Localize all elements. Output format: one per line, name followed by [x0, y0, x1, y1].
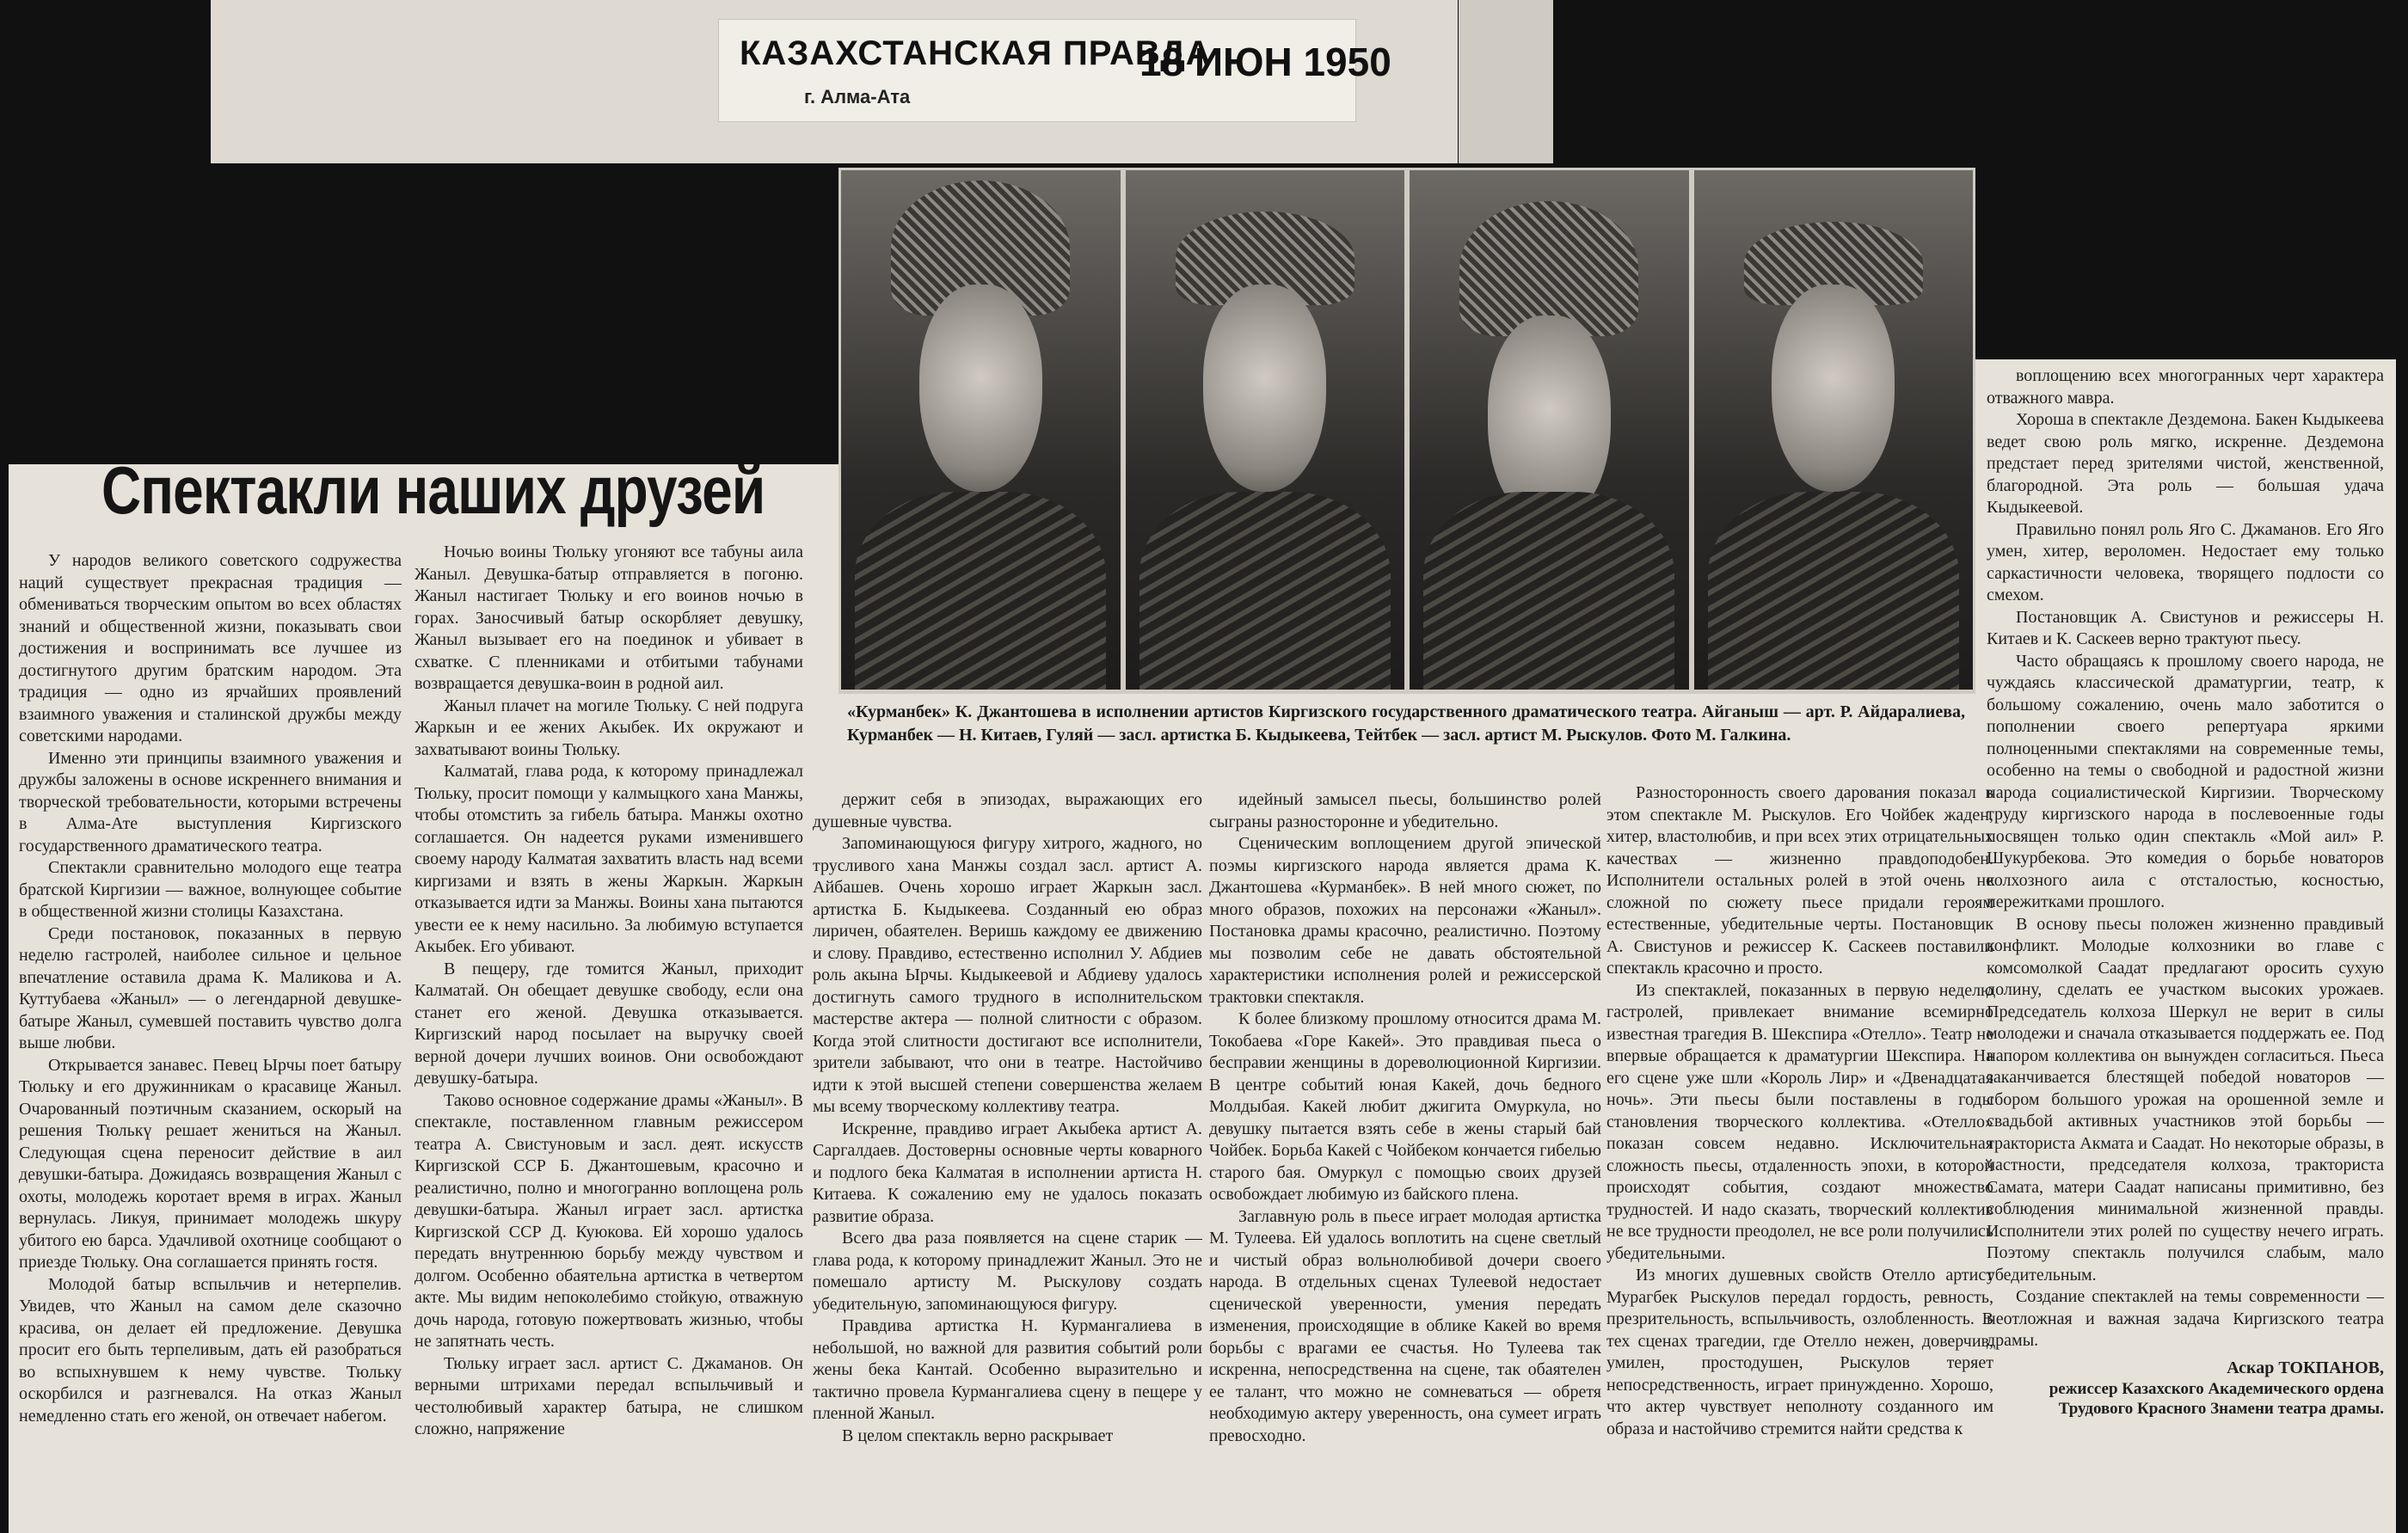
- article-column-2: [415, 542, 803, 1533]
- article-column-5: [1606, 782, 1993, 1533]
- paragraph: Молодой батыр вспыльчив и нетерпелив. Увидев, что Жаныл на самом деле сказочно красива, он делает ей предложение. Девушка просит его быть терпеливым, дать ей разобраться во вспыхнувшем к нему чувстве. Тюльку оскорбился и разгневался. На отказ Жаныл немедленно стать его женой, он отвечает набегом.: [19, 1274, 402, 1426]
- paragraph: Ночью воины Тюльку угоняют все табуны аила Жаныл. Девушка-батыр отправляется в погоню. Жаныл настигает Тюльку и его воинов ночью в горах. Заносчивый батыр оскорбляет девушку, Жаныл вызывает его на поединок и убивает в схватке. С пленниками и отбитыми табунами возвращается девушка-воин в родной аил.: [415, 543, 803, 693]
- photo-teitbek: [1694, 170, 1974, 690]
- paragraph: Создание спектаклей на темы современности — неотложная и важная задача Киргизского театра драмы.: [1987, 1287, 2384, 1350]
- paragraph: Тюльку играет засл. артист С. Джаманов. Он верными штрихами передал вспыльчивый и честолюбивый характер батыра, не слишком сложно, напряжение: [415, 1353, 803, 1438]
- paragraph: Из спектаклей, показанных в первую неделю гастролей, привлекает внимание всемирно известная трагедия В. Шекспира «Отелло». Театр не впервые обращается к драматургии Шекспира. На его сцене уже шли «Король Лир» и «Двенадцатая ночь». Эти пьесы были поставлены в годы становления творческого коллектива. «Отелло» показан совсем недавно. Исключительная сложность пьесы, отдаленность эпохи, в которой происходят события, создают множество трудностей. И надо сказать, творческий коллектив не все трудности преодолел, не все роли получились убедительными.: [1606, 980, 1993, 1263]
- paragraph: Сценическим воплощением другой эпической поэмы киргизского народа является драма К. Джантошева «Курманбек». В ней много сюжет, по много образов, похожих на персонажи «Жаныл». Постановка драмы красочно, реалистично. Поэтому мы позволим себе не давать обстоятельной характеристики исполнения ролей и режиссерской трактовки спектакля.: [1209, 834, 1601, 1007]
- paragraph: Спектакли сравнительно молодого еще театра братской Киргизии — важное, волнующее событие в общественной жизни столицы Казахстана.: [19, 858, 402, 921]
- paragraph: Искренне, правдиво играет Акыбека артист А. Саргалдаев. Достоверны основные черты коварного и подлого бека Калматая в исполнении артиста Н. Китаева. К сожалению ему не удалось показать развитие образа.: [813, 1119, 1202, 1226]
- paragraph: Открывается занавес. Певец Ырчы поет батыру Тюльку и его дружинникам о красавице Жаныл. Очарованный поэтичным сказанием, оскорый на решения Тюлькү решает жениться на Жаныл. Следующая сцена переносит действие в аил девушки-батыра. Дожидаясь возвращения Жаныл с охоты, молодежь коротает время в играх. Жаныл вернулась. Ликуя, принимает молодежь шкуру убитого ею барса. Удачливой охотнице сообщают о приезде Тюльку. Она соглашается принять гостя.: [19, 1055, 402, 1272]
- paragraph: К более близкому прошлому относится драма М. Токобаева «Горе Какей». Это правдивая пьеса о бесправии женщины в дореволюционной Киргизии. В центре событий юная Какей, дочь бедного Молдыбая. Какей любит джигита Омуркула, но девушку пытается взять себе в жены старый бай Чойбек. Борьба Какей с Чойбеком кончается гибелью старого бая. Омуркул с помощью своих друзей освобождает любимую из байского плена.: [1209, 1009, 1601, 1204]
- article-column-1: [19, 550, 402, 1533]
- paragraph: Из многих душевных свойств Отелло артист Мурагбек Рыскулов передал гордость, ревность, презрительность, вспыльчивость, озлобленность. В тех сценах трагедии, где Отелло нежен, доверчив, умилен, простодушен, Рыскулов теряет непосредственность, играет принужденно. Хорошо, что актер чувствует неполноту созданного им образа и настойчиво стремится найти средства к: [1606, 1266, 1993, 1438]
- photo-gulyai: [1410, 170, 1689, 690]
- paragraph: Часто обращаясь к прошлому своего народа, не чуждаясь классической драматургии, театр, к большому сожалению, очень мало заботится о пополнении своего репертуара яркими полноценными спектаклями на современные темы, особенно на темы о свободной и радостной жизни народа социалистической Киргизии. Творческому труду киргизского народа в послевоенные годы посвящен только один спектакль «Мой аил» Р. Шукурбекова. Это комедия о борьбе новаторов колхозного аила с отсталостью, косностью, пережитками прошлого.: [1987, 651, 2384, 911]
- paragraph: Калматай, глава рода, к которому принадлежал Тюльку, просит помощи у калмыцкого хана Манжы, чтобы отомстить за гибель батыра. Манжы охотно соглашается. Он надеется руками изменившего своему народу Калматая захватить власть над всеми киргизами и взять в жены Жаркын. Жаркын отказывается идти за Манжы. Воины хана пытаются увести ее к нему насильно. За любимую вступается Акыбек. Его убивают.: [415, 762, 803, 956]
- paragraph: идейный замысел пьесы, большинство ролей сыграны разносторонне и убедительно.: [1209, 790, 1601, 831]
- article-column-4: [1209, 789, 1601, 1533]
- paragraph: Всего два раза появляется на сцене старик — глава рода, к которому принадлежит Жаныл. Это не помешало артисту М. Рыскулову создать убедительную, запоминающуюся фигуру.: [813, 1229, 1202, 1314]
- paragraph: В основу пьесы положен жизненно правдивый конфликт. Молодые колхозники во главе с комсомолкой Саадат предлагают оросить сухую долину, сделать ее участком высоких урожаев. Председатель колхоза Шеркул не верит в силы молодежи и сначала отказывается поддержать ее. Под напором коллектива он вынужден согласиться. Пьеса заканчивается блестящей победой новаторов — сбором большого урожая на орошенной земле и свадьбой активных участников этой борьбы — тракториста Акмата и Саадат. Но некоторые образы, в частности, председателя колхоза, тракториста Самата, матери Саадат написаны примитивно, без соблюдения минимальной жизненной правды. Исполнители этих ролей по существу нечего играть. Поэтому спектакль получился слабым, мало убедительным.: [1987, 914, 2384, 1285]
- paragraph: У народов великого советского содружества наций существует прекрасная традиция — обмениваться творческим опытом во всех областях знаний и общественной жизни, показывать свои достижения и воспринимать все лучшее из достигнутого другим братским народом. Эта традиция — одно из ярчайших проявлений взаимного уважения и сталинской дружбы между советскими народами.: [19, 551, 402, 745]
- paragraph: Разносторонность своего дарования показал в этом спектакле М. Рыскулов. Его Чойбек жаден, хитер, властолюбив, и при всех этих отрицательных качествах — жизненно правдоподобен. Исполнители остальных ролей в этой очень не сложной по сюжету пьесе придали героям естественные, убедительные черты. Постановщик А. Свистунов и режиссер К. Саскеев поставили спектакль красочно и просто.: [1606, 783, 1993, 978]
- article-column-3: [813, 789, 1202, 1533]
- paragraph: Именно эти принципы взаимного уважения и дружбы заложены в основе искреннего внимания и творческой требовательности, которыми встречены в Алма-Ате выступления Киргизского государственного драматического театра.: [19, 748, 402, 855]
- article-headline: Спектакли наших друзей: [101, 452, 765, 528]
- photo-row: [841, 170, 1973, 690]
- paragraph: В целом спектакль верно раскрывает: [842, 1426, 1114, 1445]
- photo-kurmanbek: [1126, 170, 1405, 690]
- paragraph: Правильно понял роль Яго С. Джаманов. Его Яго умен, хитер, вероломен. Недостает ему только саркастичности человека, творящего подлости со смехом.: [1987, 519, 2384, 604]
- paragraph: Постановщик А. Свистунов и режиссеры Н. Китаев и К. Саскеев верно трактуют пьесу.: [1987, 607, 2384, 648]
- paragraph: воплощению всех многогранных черт характера отважного мавра.: [1987, 366, 2384, 408]
- paragraph: Заглавную роль в пьесе играет молодая артистка М. Тулеева. Ей удалось воплотить на сцене светлый и чистый образ вольнолюбивой дочери своего народа. В отдельных сценах Тулеевой недостает сценической уверенности, умения передать изменения, происходящие в облике Какей во время борьбы с врагами ее счастья. Но Тулеева так искренна, непосредственна на сцене, так обаятелен ее талант, что можно не сомневаться — обретя необходимую актеру уверенность, она сумеет играть превосходно.: [1209, 1206, 1601, 1445]
- photo-caption: «Курманбек» К. Джантошева в исполнении артистов Киргизского государственного драматического театра. Айганыш — арт. Р. Айдаралиева, Курманбек — Н. Китаев, Гуляй — засл. артистка Б. Кыдыкеева, Тейтбек — засл. артист М. Рыскулов. Фото М. Галкина.: [847, 702, 1965, 745]
- clipping-edge: [1459, 0, 1553, 163]
- article-column-6: [1987, 365, 2384, 1533]
- photo-aiganysh: [841, 170, 1121, 690]
- newspaper-date: 18 ИЮН 1950: [1140, 40, 1391, 84]
- author-name: Аскар ТОКПАНОВ,: [2227, 1358, 2384, 1377]
- paragraph: держит себя в эпизодах, выражающих его душевные чувства.: [813, 790, 1202, 831]
- paragraph: В пещеру, где томится Жаныл, приходит Калматай. Он обещает девушке свободу, если она станет его женой. Девушка отказывается. Киргизский народ посылает на выручку своей верной дочери лучших воинов. Они освобождают девушку-батыра.: [415, 959, 803, 1088]
- newspaper-name: КАЗАХСТАНСКАЯ ПРАВДА: [740, 34, 1212, 72]
- paragraph: Таково основное содержание драмы «Жаныл». В спектакле, поставленном главным режиссером театра А. Свистуновым и засл. деят. искусств Киргизской ССР Б. Джантошевым, красочно и реалистично, полно и многогранно воплощена роль девушки-батыра. Жаныл играет засл. артистка Киргизской ССР Д. Куюкова. Ей хорошо удалось передать внутреннюю борьбу между чувством и долгом. Особенно обаятельна артистка в четвертом акте. Мы видим непоколебимо стойкую, отважную дочь народа, готовую пожертвовать жизнью, чтобы не запятнать честь.: [415, 1090, 803, 1351]
- newspaper-city: г. Алма-Ата: [804, 86, 911, 107]
- author-title: режиссер Казахского Академического ордена Трудового Красного Знамени театра драмы.: [2049, 1380, 2384, 1418]
- paragraph: Правдива артистка Н. Курмангалиева в небольшой, но важной для развития событий роли жены бека Кантай. Особенно выразительно и тактично провела Курмангалиева сцену в пещере у пленной Жаныл.: [813, 1316, 1202, 1423]
- paragraph: Среди постановок, показанных в первую неделю гастролей, наиболее сильное и цельное впечатление оставила драма К. Маликова и А. Куттубаева «Жаныл» — о легендарной девушке-батыре Жаныл, сумевшей поставить чувство долга выше любви.: [19, 923, 402, 1052]
- paragraph: Запоминающуюся фигуру хитрого, жадного, но трусливого хана Манжы создал засл. артист А. Айбашев. Очень хорошо играет Жаркын засл. артистка Б. Кыдыкеева. Созданный ею образ лиричен, обаятелен. Веришь каждому ее движению и слову. Правдиво, естественно исполнил У. Абдиев роль акына Ырчы. Кыдыкеевой и Абдиеву удалось достигнуть самого трудного в исполнительском мастерстве актера — полной слитности с образом. Когда этой слитности достигают все исполнители, зрители забывают, что они в театре. Настойчиво идти к этой высшей степени совершенства желаем мы всему творческому коллективу театра.: [813, 834, 1202, 1116]
- paragraph: Хороша в спектакле Дездемона. Бакен Кыдыкеева ведет свою роль мягко, искренне. Дездемона предстает перед зрителями чистой, женственной, благородной. Эта роль — большая удача Кыдыкеевой.: [1987, 410, 2384, 517]
- paragraph: Жаныл плачет на могиле Тюльку. С ней подруга Жаркын и ее жених Акыбек. Их окружают и захватывают воины Тюльку.: [415, 696, 803, 759]
